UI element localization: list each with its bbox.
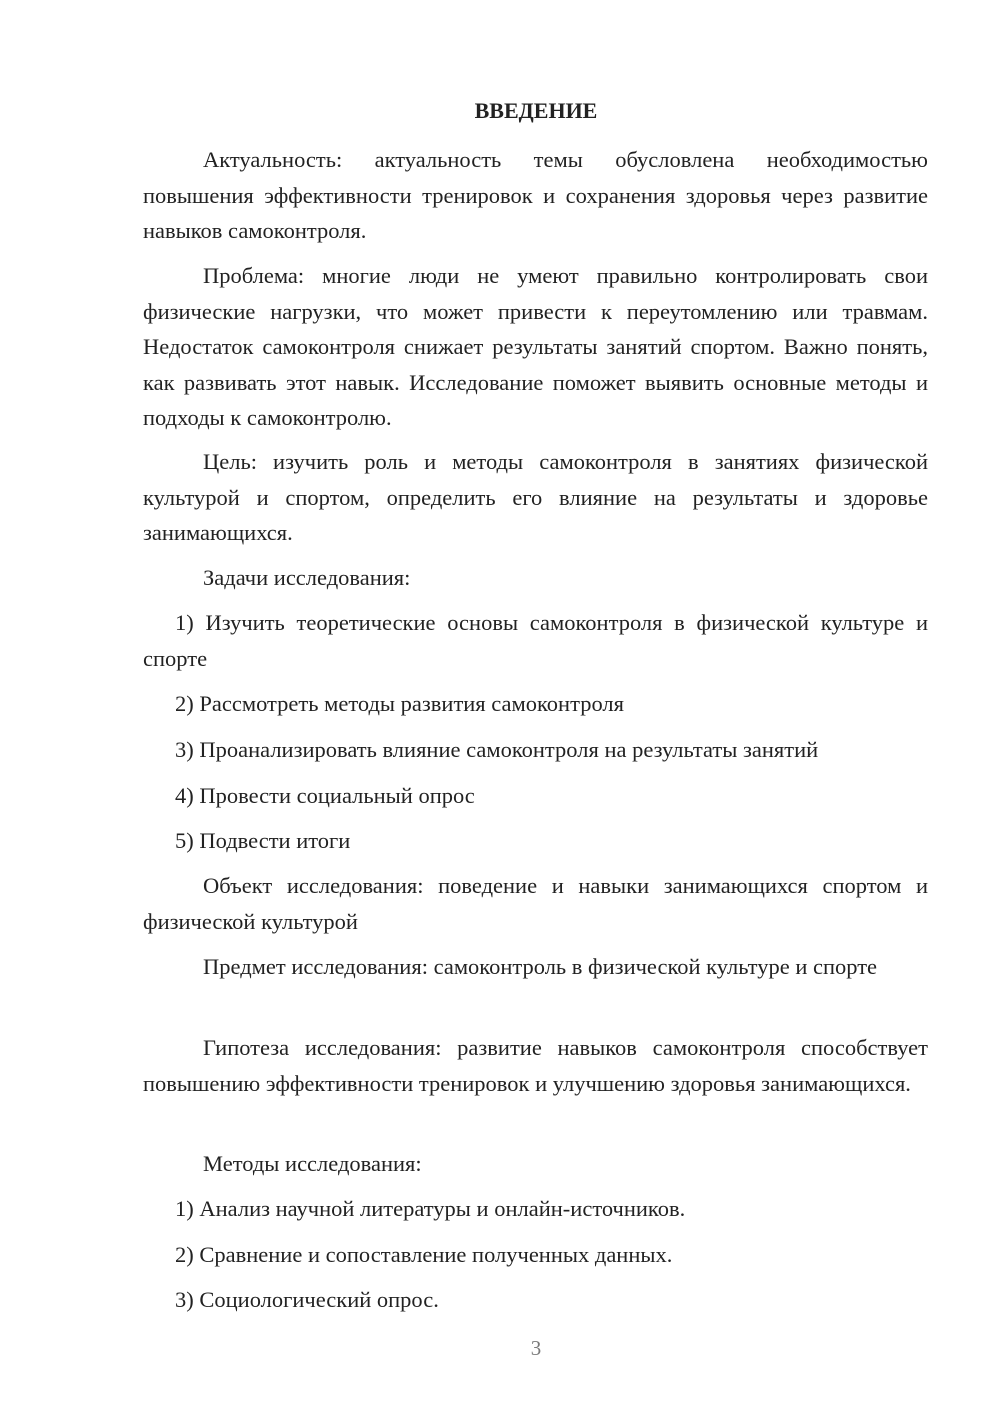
- object-paragraph: Объект исследования: поведение и навыки занимающихся спортом и физической культурой: [143, 873, 928, 934]
- subject-paragraph: Предмет исследования: самоконтроль в физической культуре и спорте: [203, 954, 878, 979]
- methods-heading: Методы исследования:: [203, 1151, 422, 1176]
- method-item-2: 2) Сравнение и сопоставление полученных данных.: [175, 1242, 673, 1267]
- page-number: 3: [530, 1336, 542, 1360]
- relevance-paragraph: Актуальность: актуальность темы обусловлена необходимостью повышения эффективности тренировок и сохранения здоровья через развитие навыков самоконтроля.: [143, 147, 928, 243]
- task-item-5: 5) Подвести итоги: [175, 828, 351, 853]
- section-title: ВВЕДЕНИЕ: [474, 98, 598, 123]
- method-item-1: 1) Анализ научной литературы и онлайн-источников.: [175, 1196, 686, 1221]
- task-item-4: 4) Провести социальный опрос: [175, 783, 475, 808]
- goal-paragraph: Цель: изучить роль и методы самоконтроля в занятиях физической культурой и спортом, определить его влияние на результаты и здоровье занимающихся.: [143, 449, 928, 545]
- hypothesis-paragraph: Гипотеза исследования: развитие навыков самоконтроля способствует повышению эффективности тренировок и улучшению здоровья занимающихся.: [143, 1035, 928, 1096]
- task-item-1: 1) Изучить теоретические основы самоконтроля в физической культуре и спорте: [143, 610, 928, 671]
- tasks-heading: Задачи исследования:: [203, 565, 411, 590]
- task-item-3: 3) Проанализировать влияние самоконтроля на результаты занятий: [175, 737, 819, 762]
- method-item-3: 3) Социологический опрос.: [175, 1287, 439, 1312]
- task-item-2: 2) Рассмотреть методы развития самоконтроля: [175, 691, 624, 716]
- problem-paragraph: Проблема: многие люди не умеют правильно контролировать свои физические нагрузки, что может привести к переутомлению или травмам. Недостаток самоконтроля снижает результаты занятий спортом. Важно понять, как развивать этот навык. Исследование поможет выявить основные методы и подходы к самоконтролю.: [143, 263, 928, 430]
